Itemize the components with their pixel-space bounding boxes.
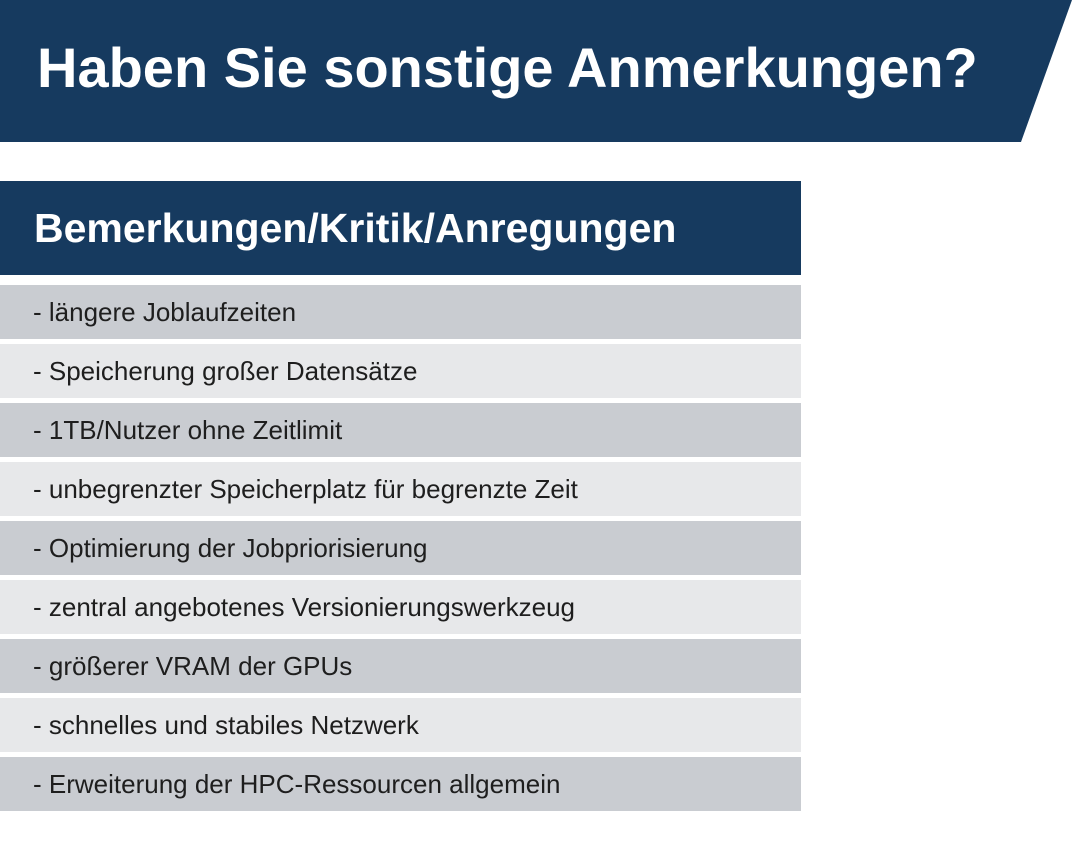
table-row: - zentral angebotenes Versionierungswerkzeug [0, 580, 801, 634]
table-row: - unbegrenzter Speicherplatz für begrenzte Zeit [0, 462, 801, 516]
table-row: - Speicherung großer Datensätze [0, 344, 801, 398]
table-row: - größerer VRAM der GPUs [0, 639, 801, 693]
table-row: - längere Joblaufzeiten [0, 285, 801, 339]
page-title: Haben Sie sonstige Anmerkungen? [37, 36, 978, 99]
table-row: - Erweiterung der HPC-Ressourcen allgemein [0, 757, 801, 811]
table-rows [0, 285, 801, 811]
table-header-label: Bemerkungen/Kritik/Anregungen [34, 204, 677, 251]
table-row: - schnelles und stabiles Netzwerk [0, 698, 801, 752]
table-row: - Optimierung der Jobpriorisierung [0, 521, 801, 575]
feedback-table [0, 181, 801, 816]
table-header [0, 181, 801, 275]
table-row: - 1TB/Nutzer ohne Zeitlimit [0, 403, 801, 457]
